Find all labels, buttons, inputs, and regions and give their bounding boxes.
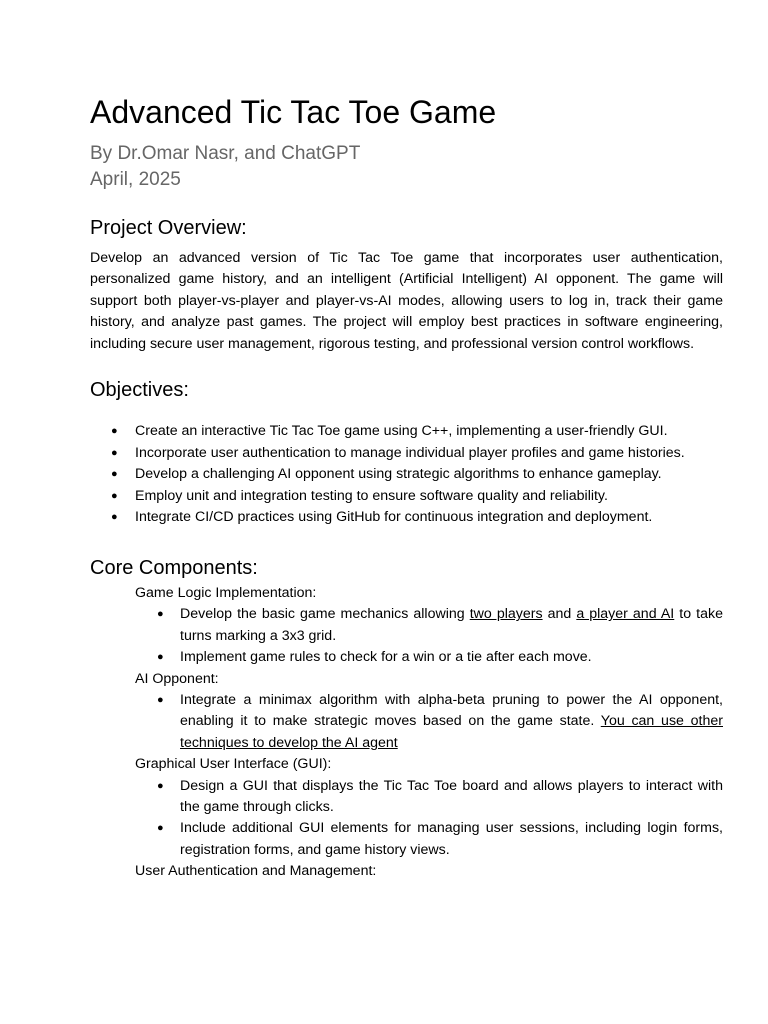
core-components-section — [90, 583, 723, 883]
core-components-heading: Core Components: — [90, 557, 258, 579]
other-techniques-link[interactable]: You can use other techniques to develop the AI agent — [180, 713, 723, 751]
player-and-ai-link[interactable]: a player and AI — [576, 606, 675, 623]
gui-item: ● Include additional GUI elements for managing user sessions, including login forms, registration forms, and game history views. — [90, 818, 723, 861]
gui-list — [90, 776, 723, 862]
item-text: and — [542, 606, 577, 623]
ai-opponent-label: AI Opponent: — [135, 670, 219, 687]
game-logic-label: Game Logic Implementation: — [135, 585, 317, 601]
item-text: Integrate a minimax algorithm with alpha-beta pruning to power the AI opponent, enabling it to make strategic moves based on the game state. — [180, 692, 723, 730]
document-authors: By Dr.Omar Nasr, and ChatGPT — [90, 143, 361, 164]
objectives-list — [90, 421, 723, 529]
objective-item: ● Create an interactive Tic Tac Toe game using C++, implementing a user-friendly GUI. — [90, 421, 723, 443]
document-date: April, 2025 — [90, 169, 181, 190]
document-title: Advanced Tic Tac Toe Game — [90, 94, 497, 130]
overview-paragraph: Develop an advanced version of Tic Tac Toe game that incorporates user authentication, personalized game history, and an intelligent (Artificial Intelligent) AI opponent. The game will support both player-vs-player and player-vs-AI modes, allowing users to log in, track their game history, and analyze past games. The project will employ best practices in software engineering, including secure user management, rigorous testing, and professional version control workflows. — [90, 250, 723, 352]
gui-item: ● Design a GUI that displays the Tic Tac Toe board and allows players to interact with the game through clicks. — [90, 776, 723, 819]
item-text: Develop the basic game mechanics allowing — [180, 606, 470, 623]
item-text: to take turns marking a 3x3 grid. — [180, 606, 723, 644]
objective-item: ● Employ unit and integration testing to ensure software quality and reliability. — [90, 486, 723, 508]
gui-label: Graphical User Interface (GUI): — [135, 756, 332, 773]
game-logic-item: ● Implement game rules to check for a win or a tie after each move. — [90, 647, 723, 668]
two-players-link[interactable]: two players — [469, 606, 543, 623]
objective-item: ● Incorporate user authentication to manage individual player profiles and game histories. — [90, 443, 723, 465]
objectives-heading: Objectives: — [90, 379, 189, 402]
game-logic-item — [90, 604, 723, 647]
game-logic-list — [90, 604, 723, 668]
overview-heading: Project Overview: — [90, 217, 247, 239]
objective-item: ● Develop a challenging AI opponent using strategic algorithms to enhance gameplay. — [90, 464, 723, 486]
user-auth-label: User Authentication and Management: — [135, 863, 377, 880]
ai-opponent-list — [90, 690, 723, 754]
objective-item: ● Integrate CI/CD practices using GitHub for continuous integration and deployment. — [90, 507, 723, 529]
document-content — [90, 93, 723, 883]
ai-opponent-item — [90, 690, 723, 754]
